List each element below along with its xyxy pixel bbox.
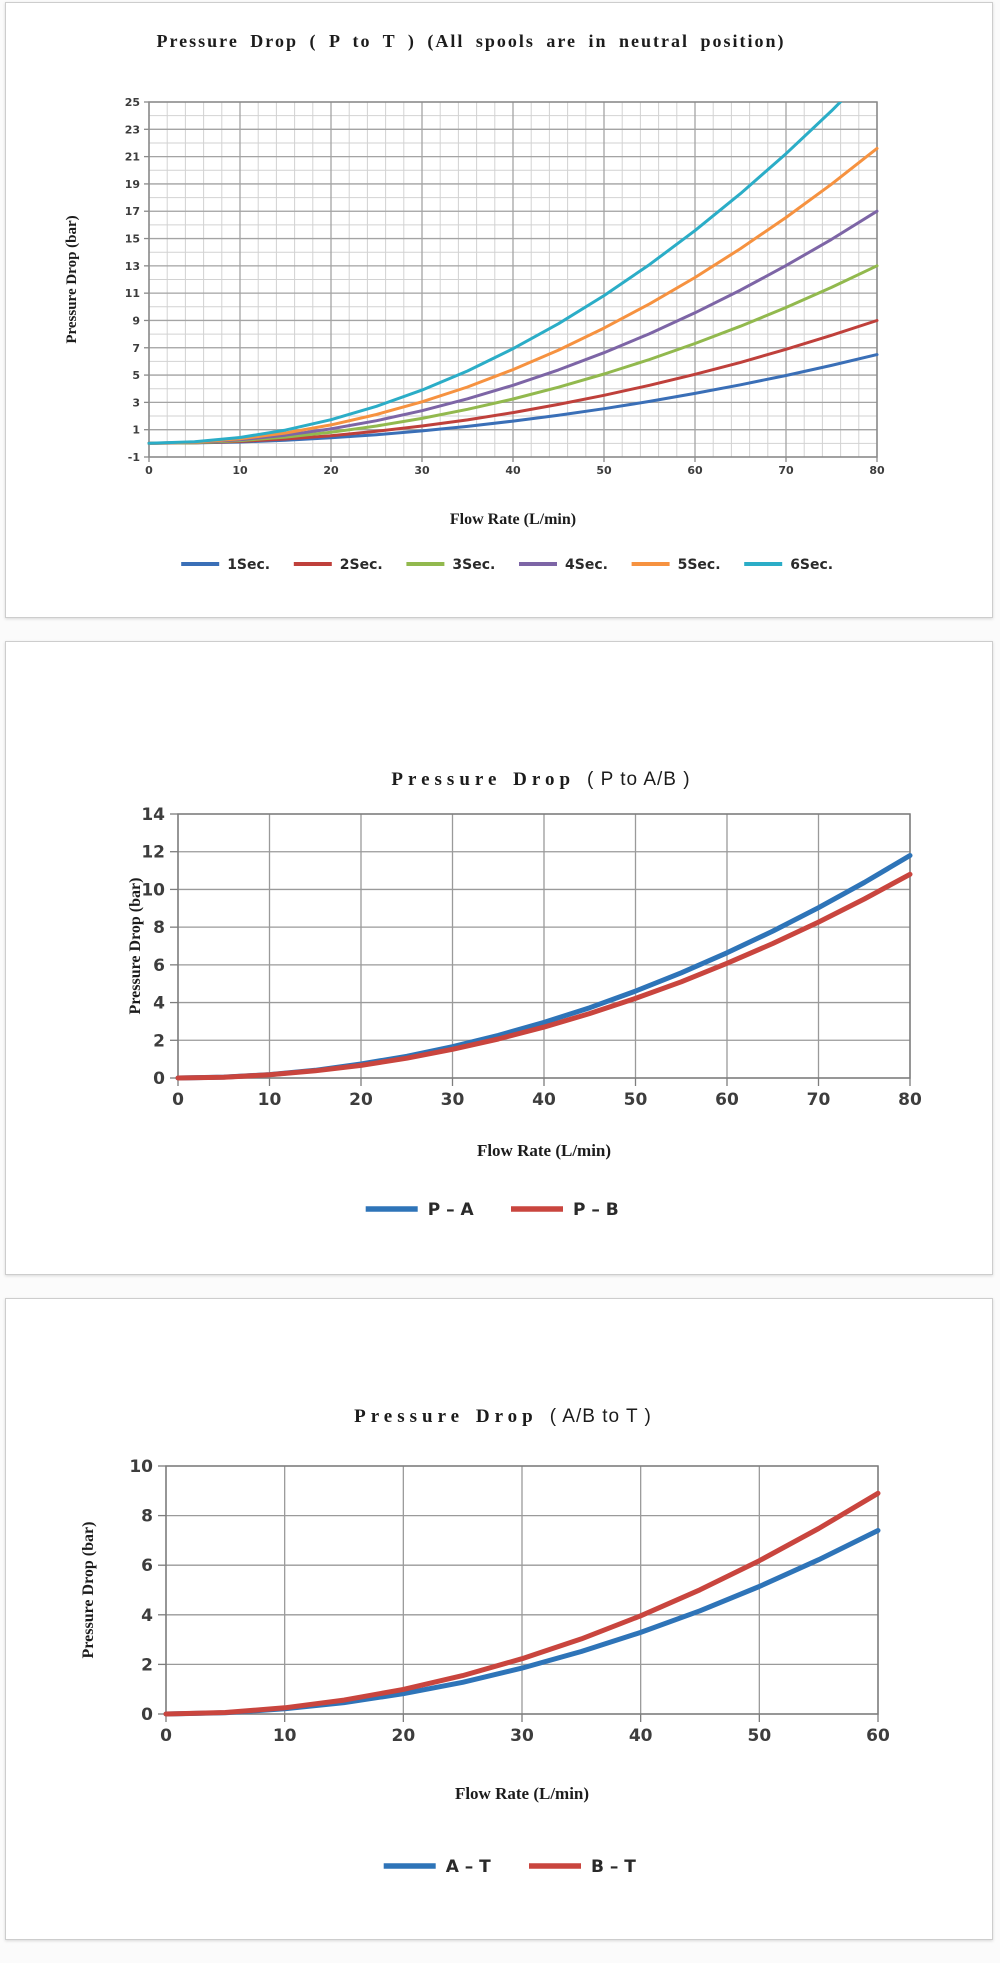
x-tick-label: 20: [349, 1090, 373, 1110]
y-tick-label: 25: [124, 96, 140, 109]
x-tick-label: 30: [414, 464, 430, 477]
x-tick-label: 50: [623, 1090, 648, 1110]
x-tick-label: 20: [391, 1726, 416, 1746]
y-tick-label: 13: [124, 259, 140, 273]
legend-label: A – T: [445, 1857, 491, 1878]
legend-item: [511, 1200, 619, 1220]
x-tick-label: 0: [172, 1090, 184, 1110]
x-tick-label: 30: [510, 1726, 534, 1746]
y-tick-label: 0: [141, 1705, 153, 1725]
x-tick-label: 70: [778, 464, 794, 477]
legend-label: 1Sec.: [227, 557, 271, 574]
y-tick-label: 2: [141, 1655, 153, 1676]
legend-item: [744, 557, 833, 573]
y-tick-label: 8: [141, 1506, 153, 1527]
x-axis-label: Flow Rate (L/min): [449, 511, 577, 528]
legend-item: [632, 557, 721, 573]
x-tick-label: 50: [596, 464, 612, 477]
y-tick-label: 10: [129, 1457, 153, 1477]
x-tick-label: 10: [232, 464, 248, 477]
legend-item: [294, 557, 383, 573]
y-tick-label: 8: [153, 918, 165, 939]
y-axis-label: Pressure Drop (bar): [127, 877, 144, 1015]
chart-panel-p-to-ab: [5, 641, 993, 1275]
x-tick-label: 10: [272, 1726, 297, 1746]
x-tick-label: 50: [747, 1726, 772, 1746]
x-tick-label: 40: [532, 1090, 556, 1110]
y-tick-label: 4: [141, 1605, 153, 1626]
y-tick-label: 0: [153, 1069, 165, 1089]
x-tick-label: 40: [628, 1726, 653, 1746]
y-tick-label: 5: [132, 369, 140, 383]
x-axis-label: Flow Rate (L/min): [476, 1141, 612, 1160]
y-tick-label: 23: [124, 123, 140, 137]
chart-title: Pressure Drop ( P to T ) (All spools are in neutral position): [156, 31, 786, 51]
y-tick-label: 14: [141, 805, 165, 825]
y-tick-label: 4: [153, 993, 165, 1014]
legend-item: [366, 1200, 475, 1220]
y-tick-label: 17: [124, 205, 140, 219]
x-tick-label: 80: [898, 1090, 922, 1110]
legend-item: [529, 1857, 636, 1877]
legend-label: 2Sec.: [339, 557, 383, 574]
chart-title: Pressure Drop ( A/B to T ): [354, 1406, 652, 1427]
y-tick-label: 21: [124, 150, 140, 164]
legend-item: [519, 557, 608, 573]
y-tick-label: 6: [141, 1556, 153, 1577]
x-tick-label: 10: [257, 1090, 282, 1110]
chart-panel-p-to-t: [5, 2, 993, 618]
y-tick-label: 2: [153, 1031, 165, 1052]
y-tick-label: 15: [124, 232, 140, 246]
chart-canvas: [6, 1299, 992, 1939]
x-tick-label: 0: [145, 464, 153, 477]
y-axis-label: Pressure Drop (bar): [80, 1521, 97, 1659]
legend-label: 5Sec.: [677, 557, 721, 574]
x-tick-label: 80: [869, 464, 885, 477]
x-axis-label: Flow Rate (L/min): [454, 1784, 590, 1803]
y-tick-label: 1: [132, 423, 140, 437]
chart-title: Pressure Drop ( P to A/B ): [391, 769, 691, 790]
x-tick-label: 60: [687, 464, 703, 477]
chart-panel-ab-to-t: [5, 1298, 993, 1940]
legend-item: [384, 1857, 491, 1877]
legend-label: P – B: [573, 1200, 619, 1221]
x-tick-label: 40: [505, 464, 521, 477]
y-tick-label: 12: [141, 842, 165, 863]
x-tick-label: 30: [440, 1090, 465, 1110]
x-tick-label: 20: [323, 464, 339, 477]
y-tick-label: 10: [141, 880, 165, 901]
y-axis-label: Pressure Drop (bar): [64, 215, 80, 344]
chart-canvas: [6, 3, 992, 617]
chart-canvas: [6, 642, 992, 1274]
x-tick-label: 0: [160, 1726, 172, 1746]
x-tick-label: 60: [866, 1726, 890, 1746]
legend-label: B – T: [591, 1857, 636, 1878]
legend-label: 3Sec.: [452, 557, 496, 574]
y-tick-label: 19: [124, 177, 140, 191]
y-tick-label: 11: [124, 287, 140, 301]
y-tick-label: 6: [153, 955, 165, 976]
y-tick-label: 9: [132, 314, 140, 328]
legend-item: [406, 557, 495, 573]
legend-item: [181, 557, 270, 573]
legend-label: P – A: [427, 1200, 474, 1221]
y-tick-label: 7: [132, 341, 140, 355]
y-tick-label: 3: [132, 396, 140, 410]
legend-label: 6Sec.: [790, 557, 834, 574]
x-tick-label: 70: [806, 1090, 831, 1110]
y-tick-label: -1: [127, 451, 140, 464]
legend-label: 4Sec.: [565, 557, 608, 574]
x-tick-label: 60: [715, 1090, 739, 1110]
